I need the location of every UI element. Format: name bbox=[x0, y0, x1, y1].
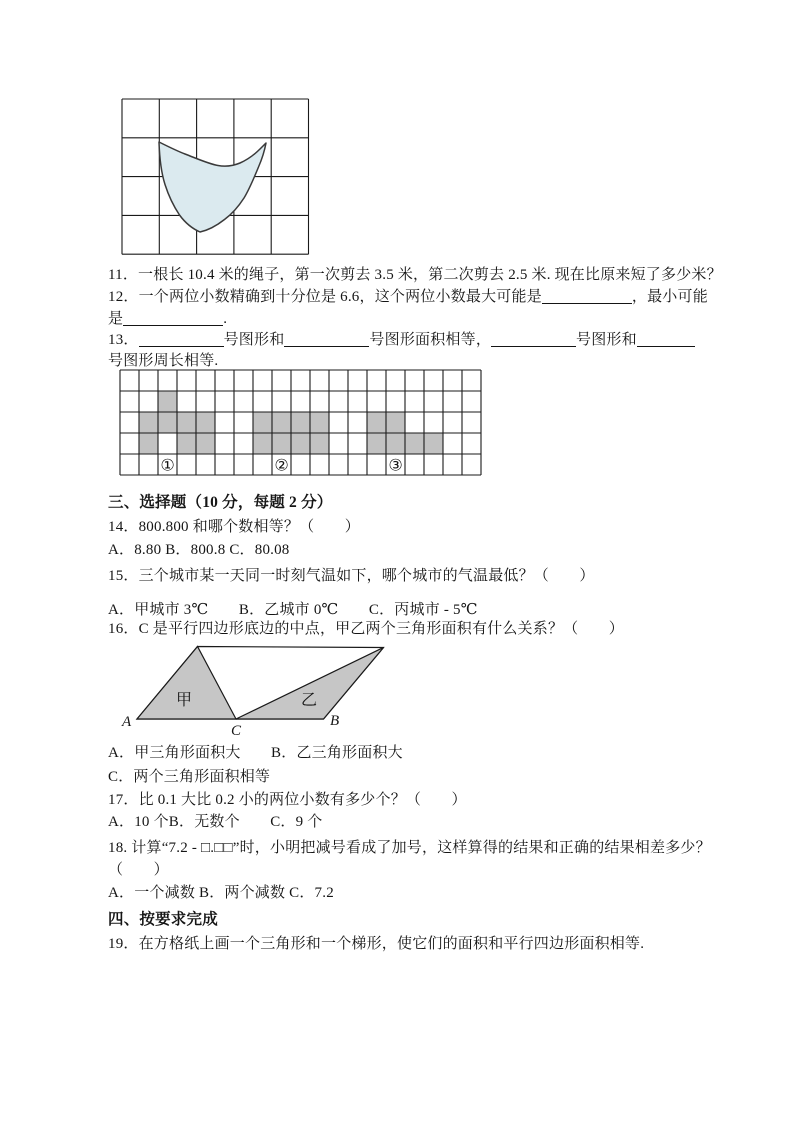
question-12-line2 bbox=[108, 309, 227, 330]
shape-number-label: ② bbox=[274, 455, 289, 475]
text-segment: 19．在方格纸上画一个三角形和一个梯形，使它们的面积和平行四边形面积相等. bbox=[108, 936, 645, 952]
gray-cell bbox=[272, 433, 291, 454]
gray-cell bbox=[310, 433, 329, 454]
text-segment: 17．比 0.1 大比 0.2 小的两位小数有多少个？（ ） bbox=[108, 792, 467, 808]
gray-cell bbox=[158, 412, 177, 433]
text-segment: 号图形周长相等. bbox=[108, 353, 219, 369]
text-segment: 三、选择题（10 分，每题 2 分） bbox=[108, 494, 333, 511]
question-14-options bbox=[108, 540, 290, 561]
gray-cell bbox=[139, 433, 158, 454]
text-segment: 16．C 是平行四边形底边的中点，甲乙两个三角形面积有什么关系？（ ） bbox=[108, 621, 624, 637]
text-segment: 14．800.800 和哪个数相等？（ ） bbox=[108, 519, 360, 535]
question-18-options bbox=[108, 883, 334, 904]
gray-cell bbox=[139, 412, 158, 433]
gray-cell bbox=[424, 433, 443, 454]
gray-cell bbox=[386, 412, 405, 433]
text-segment: 是 bbox=[108, 311, 124, 327]
text-segment: 15．三个城市某一天同一时刻气温如下，哪个城市的气温最低？（ ） bbox=[108, 568, 595, 584]
question-19 bbox=[108, 934, 644, 955]
gray-cell bbox=[177, 433, 196, 454]
text-segment: A．甲三角形面积大 B．乙三角形面积大 bbox=[108, 745, 403, 761]
text-segment: 号图形面积相等， bbox=[369, 332, 492, 348]
gray-cell bbox=[367, 433, 386, 454]
gray-cell bbox=[253, 412, 272, 433]
answer-blank bbox=[637, 331, 695, 347]
gray-cell bbox=[177, 412, 196, 433]
text-segment: A．10 个B．无数个 C．9 个 bbox=[108, 814, 323, 830]
gray-cell bbox=[291, 412, 310, 433]
shapes-grid-figure bbox=[119, 369, 483, 478]
grid-blob-figure bbox=[121, 98, 311, 257]
text-segment: ，最小可能 bbox=[631, 289, 708, 305]
figure-label: 乙 bbox=[300, 692, 318, 709]
text-segment: 号图形和 bbox=[576, 332, 637, 348]
gray-cell bbox=[196, 433, 215, 454]
shape-number-label: ③ bbox=[388, 455, 403, 475]
question-16-options-ab bbox=[108, 743, 403, 764]
question-17 bbox=[108, 790, 467, 811]
text-segment: （ ） bbox=[108, 862, 169, 878]
question-15-options bbox=[108, 600, 478, 621]
gray-cell bbox=[386, 433, 405, 454]
section-4-heading bbox=[108, 909, 218, 930]
gray-cell bbox=[253, 433, 272, 454]
text-segment: C．两个三角形面积相等 bbox=[108, 769, 271, 785]
gray-cell bbox=[310, 412, 329, 433]
gray-cell bbox=[291, 433, 310, 454]
figure-label: A bbox=[122, 714, 132, 730]
gray-cell bbox=[196, 412, 215, 433]
question-18 bbox=[108, 838, 711, 859]
gray-cell bbox=[405, 433, 424, 454]
answer-blank bbox=[123, 310, 223, 326]
question-15 bbox=[108, 566, 595, 587]
question-17-options bbox=[108, 812, 322, 833]
section-3-heading bbox=[108, 492, 332, 513]
shape-number-label: ① bbox=[160, 455, 175, 475]
answer-blank bbox=[139, 331, 224, 347]
question-16-option-c bbox=[108, 767, 270, 788]
question-12-line1 bbox=[108, 287, 708, 308]
text-segment: . bbox=[223, 311, 228, 327]
answer-blank bbox=[491, 331, 576, 347]
text-segment: A．8.80 B．800.8 C．80.08 bbox=[108, 542, 290, 558]
answer-blank bbox=[542, 288, 632, 304]
question-13-line1 bbox=[108, 330, 695, 351]
question-14 bbox=[108, 517, 360, 538]
text-segment: 号图形和 bbox=[223, 332, 285, 348]
parallelogram-triangles-figure bbox=[120, 638, 420, 740]
text-segment: 四、按要求完成 bbox=[108, 911, 218, 928]
text-segment: A．甲城市 3℃ B．乙城市 0℃ C．丙城市 - 5℃ bbox=[108, 602, 478, 618]
text-segment: 13． bbox=[108, 332, 139, 348]
figure-label: C bbox=[230, 723, 242, 739]
question-11 bbox=[108, 265, 722, 286]
answer-blank bbox=[284, 331, 369, 347]
gray-cell bbox=[367, 412, 386, 433]
curved-area-shape bbox=[159, 142, 266, 232]
text-segment: 18. 计算“7.2 - □.□□”时，小明把减号看成了加号，这样算得的结果和正确的结果相差多少？ bbox=[108, 840, 711, 856]
figure-label: 甲 bbox=[175, 692, 193, 709]
gray-cell bbox=[158, 391, 177, 412]
figure-label: B bbox=[330, 713, 340, 729]
question-16 bbox=[108, 619, 624, 640]
text-segment: 11．一根长 10.4 米的绳子，第一次剪去 3.5 米，第二次剪去 2.5 米. 现在比原来短了多少米？ bbox=[108, 267, 722, 283]
text-segment: 12．一个两位小数精确到十分位是 6.6，这个两位小数最大可能是 bbox=[108, 289, 542, 305]
question-18-parentheses bbox=[108, 860, 169, 881]
gray-cell bbox=[272, 412, 291, 433]
text-segment: A．一个减数 B．两个减数 C．7.2 bbox=[108, 885, 334, 901]
